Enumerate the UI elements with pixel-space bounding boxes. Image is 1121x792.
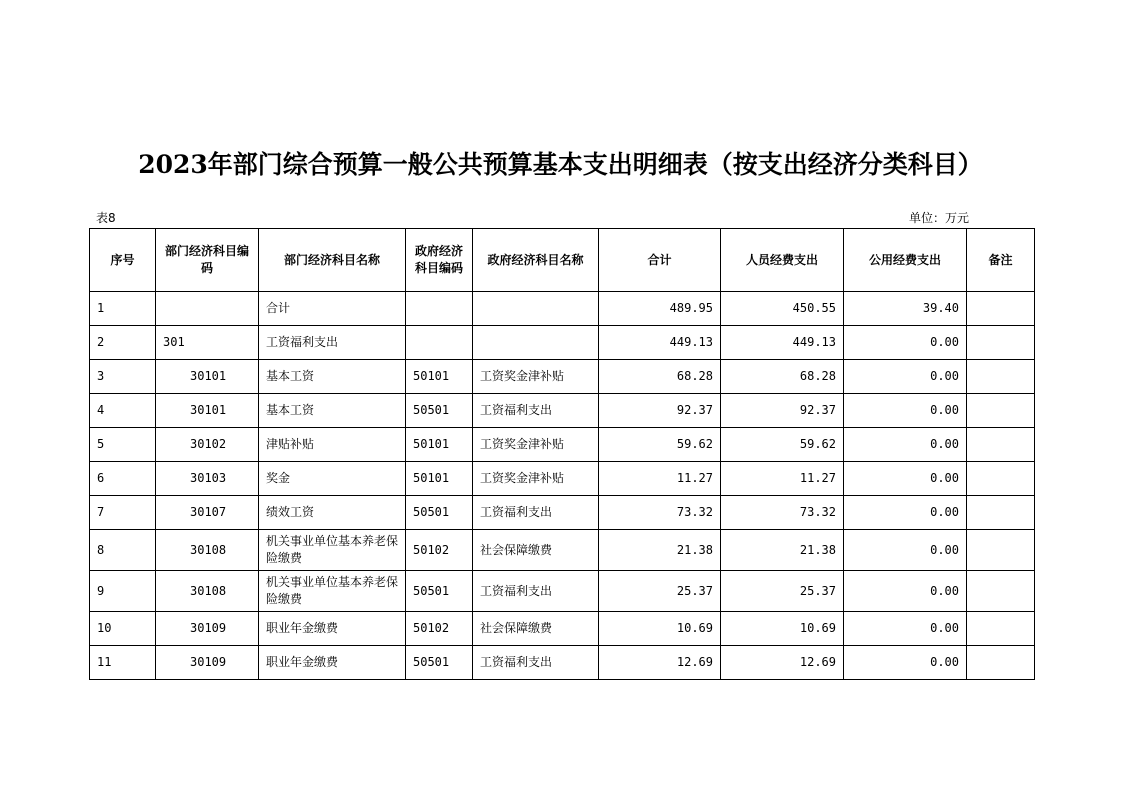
- cell-dept-code: 30109: [156, 612, 259, 646]
- cell-personnel: 25.37: [721, 571, 844, 612]
- cell-dept-name: 基本工资: [259, 360, 406, 394]
- table-row: [90, 360, 1035, 394]
- cell-gov-name: 工资奖金津补贴: [473, 462, 599, 496]
- cell-dept-code: [156, 292, 259, 326]
- cell-personnel: 450.55: [721, 292, 844, 326]
- cell-dept-name: 津贴补贴: [259, 428, 406, 462]
- cell-dept-code: 30109: [156, 646, 259, 680]
- table-row: [90, 646, 1035, 680]
- cell-gov-code: 50101: [406, 360, 473, 394]
- cell-remark: [967, 292, 1035, 326]
- header-seq: 序号: [90, 229, 156, 292]
- cell-personnel: 21.38: [721, 530, 844, 571]
- cell-public: 0.00: [844, 462, 967, 496]
- cell-dept-name: 奖金: [259, 462, 406, 496]
- header-gov-code: 政府经济科目编码: [406, 229, 473, 292]
- cell-personnel: 59.62: [721, 428, 844, 462]
- cell-personnel: 12.69: [721, 646, 844, 680]
- cell-seq: 9: [90, 571, 156, 612]
- cell-dept-name: 机关事业单位基本养老保险缴费: [259, 571, 406, 612]
- cell-gov-name: 社会保障缴费: [473, 530, 599, 571]
- header-dept-code: 部门经济科目编码: [156, 229, 259, 292]
- cell-remark: [967, 496, 1035, 530]
- table-row: [90, 530, 1035, 571]
- table-number: 表8: [96, 211, 116, 225]
- cell-remark: [967, 462, 1035, 496]
- cell-seq: 7: [90, 496, 156, 530]
- cell-seq: 3: [90, 360, 156, 394]
- cell-seq: 6: [90, 462, 156, 496]
- cell-total: 489.95: [599, 292, 721, 326]
- cell-gov-name: 工资福利支出: [473, 646, 599, 680]
- cell-total: 449.13: [599, 326, 721, 360]
- cell-personnel: 10.69: [721, 612, 844, 646]
- cell-total: 11.27: [599, 462, 721, 496]
- cell-seq: 11: [90, 646, 156, 680]
- cell-remark: [967, 646, 1035, 680]
- table-row: [90, 612, 1035, 646]
- cell-public: 0.00: [844, 571, 967, 612]
- cell-total: 59.62: [599, 428, 721, 462]
- cell-gov-name: [473, 292, 599, 326]
- table-row: [90, 292, 1035, 326]
- table-row: [90, 326, 1035, 360]
- cell-gov-name: 社会保障缴费: [473, 612, 599, 646]
- cell-personnel: 92.37: [721, 394, 844, 428]
- cell-gov-code: 50501: [406, 394, 473, 428]
- cell-gov-name: 工资福利支出: [473, 571, 599, 612]
- cell-seq: 10: [90, 612, 156, 646]
- cell-seq: 2: [90, 326, 156, 360]
- cell-seq: 1: [90, 292, 156, 326]
- cell-total: 25.37: [599, 571, 721, 612]
- cell-dept-code: 30107: [156, 496, 259, 530]
- cell-personnel: 449.13: [721, 326, 844, 360]
- unit-label: 单位：万元: [908, 211, 969, 225]
- cell-total: 10.69: [599, 612, 721, 646]
- cell-dept-code: 30101: [156, 394, 259, 428]
- cell-public: 0.00: [844, 428, 967, 462]
- cell-gov-code: [406, 292, 473, 326]
- cell-personnel: 68.28: [721, 360, 844, 394]
- cell-remark: [967, 428, 1035, 462]
- table-row: [90, 394, 1035, 428]
- cell-gov-code: 50101: [406, 462, 473, 496]
- cell-dept-code: 30101: [156, 360, 259, 394]
- cell-total: 68.28: [599, 360, 721, 394]
- cell-dept-name: 职业年金缴费: [259, 646, 406, 680]
- cell-gov-code: 50501: [406, 496, 473, 530]
- cell-dept-code: 30108: [156, 530, 259, 571]
- cell-dept-name: 职业年金缴费: [259, 612, 406, 646]
- cell-remark: [967, 530, 1035, 571]
- page-title: 2023年部门综合预算一般公共预算基本支出明细表（按支出经济分类科目）: [138, 150, 983, 179]
- table-row: [90, 496, 1035, 530]
- cell-public: 0.00: [844, 612, 967, 646]
- cell-dept-code: 30103: [156, 462, 259, 496]
- cell-gov-code: 50101: [406, 428, 473, 462]
- cell-gov-code: 50501: [406, 571, 473, 612]
- cell-gov-code: 50102: [406, 612, 473, 646]
- cell-gov-name: 工资奖金津补贴: [473, 428, 599, 462]
- cell-personnel: 73.32: [721, 496, 844, 530]
- header-dept-name: 部门经济科目名称: [259, 229, 406, 292]
- cell-gov-code: 50102: [406, 530, 473, 571]
- cell-public: 0.00: [844, 326, 967, 360]
- cell-dept-name: 基本工资: [259, 394, 406, 428]
- header-gov-name: 政府经济科目名称: [473, 229, 599, 292]
- table-row: [90, 571, 1035, 612]
- header-public: 公用经费支出: [844, 229, 967, 292]
- cell-dept-name: 合计: [259, 292, 406, 326]
- cell-dept-code: 30102: [156, 428, 259, 462]
- cell-remark: [967, 571, 1035, 612]
- cell-seq: 5: [90, 428, 156, 462]
- cell-public: 39.40: [844, 292, 967, 326]
- cell-seq: 4: [90, 394, 156, 428]
- table-row: [90, 428, 1035, 462]
- cell-gov-code: [406, 326, 473, 360]
- cell-total: 92.37: [599, 394, 721, 428]
- cell-public: 0.00: [844, 360, 967, 394]
- cell-dept-name: 机关事业单位基本养老保险缴费: [259, 530, 406, 571]
- cell-dept-code: 301: [156, 326, 259, 360]
- cell-public: 0.00: [844, 646, 967, 680]
- cell-gov-name: 工资福利支出: [473, 496, 599, 530]
- cell-total: 21.38: [599, 530, 721, 571]
- cell-total: 12.69: [599, 646, 721, 680]
- cell-remark: [967, 360, 1035, 394]
- cell-dept-code: 30108: [156, 571, 259, 612]
- cell-gov-code: 50501: [406, 646, 473, 680]
- header-remark: 备注: [967, 229, 1035, 292]
- cell-public: 0.00: [844, 394, 967, 428]
- cell-personnel: 11.27: [721, 462, 844, 496]
- cell-gov-name: 工资奖金津补贴: [473, 360, 599, 394]
- table-row: [90, 462, 1035, 496]
- cell-gov-name: [473, 326, 599, 360]
- header-personnel: 人员经费支出: [721, 229, 844, 292]
- cell-remark: [967, 326, 1035, 360]
- cell-remark: [967, 612, 1035, 646]
- cell-seq: 8: [90, 530, 156, 571]
- cell-remark: [967, 394, 1035, 428]
- cell-public: 0.00: [844, 530, 967, 571]
- cell-dept-name: 绩效工资: [259, 496, 406, 530]
- cell-gov-name: 工资福利支出: [473, 394, 599, 428]
- cell-public: 0.00: [844, 496, 967, 530]
- cell-total: 73.32: [599, 496, 721, 530]
- header-total: 合计: [599, 229, 721, 292]
- table-header-row: [90, 229, 1035, 292]
- budget-table: [89, 228, 1035, 680]
- cell-dept-name: 工资福利支出: [259, 326, 406, 360]
